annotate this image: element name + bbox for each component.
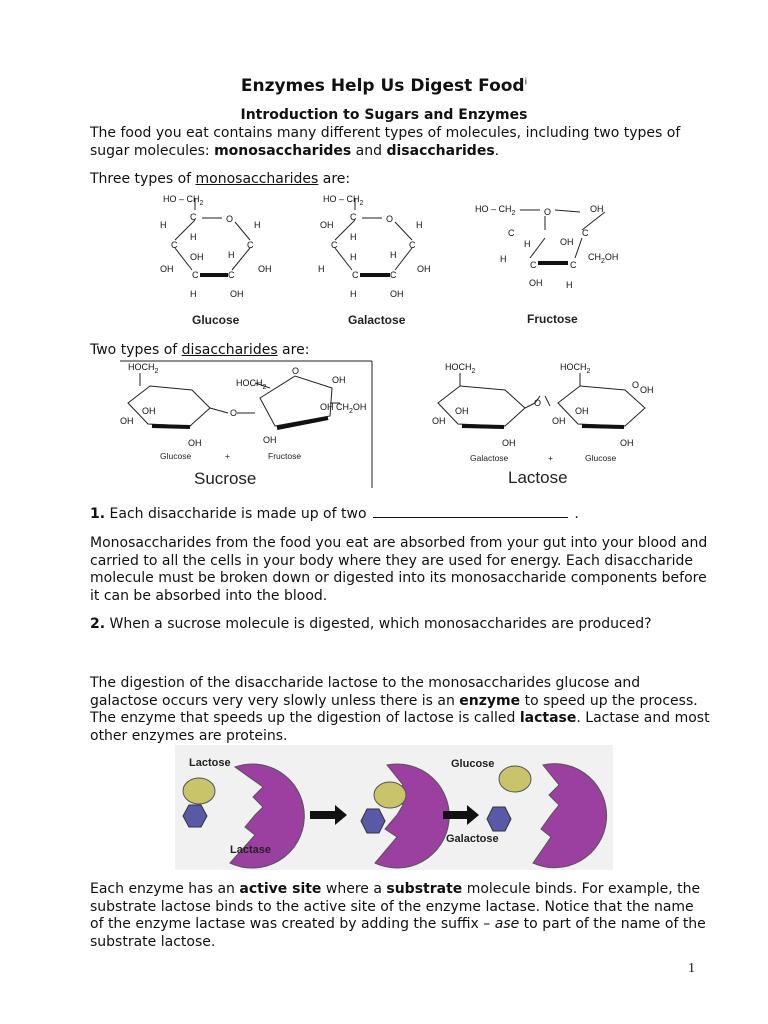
- atom-label: $HOCH_2$: [128, 362, 159, 375]
- intro-paragraph: The food you eat contains many different types of molecules, including two types of sugar molecules: monosaccharides and disaccharides.: [90, 125, 681, 159]
- atom-label: C: [409, 240, 416, 250]
- atom-label: OH: [390, 289, 404, 299]
- glucose-molecule: [374, 782, 406, 808]
- atom-label: OH: [560, 237, 574, 247]
- question-2: 2. When a sucrose molecule is digested, which monosaccharides are produced?: [90, 616, 652, 632]
- atom-label: OH: [263, 435, 277, 445]
- sucrose-fructose-label: Fructose: [268, 451, 302, 461]
- page-number: 1: [688, 961, 695, 976]
- atom-label: C: [331, 240, 338, 250]
- atom-label: HO – $CH_2$: [163, 194, 204, 207]
- atom-label: C: [530, 260, 537, 270]
- atom-label: H: [566, 280, 573, 290]
- plus-label: +: [548, 453, 553, 463]
- atom-label: H: [390, 250, 397, 260]
- atom-label: H: [160, 220, 167, 230]
- atom-label: OH: [620, 438, 634, 448]
- monosaccharide-structures: [150, 190, 640, 335]
- atom-label: OH: [160, 264, 174, 274]
- atom-label: O: [544, 207, 552, 217]
- atom-label: C: [192, 270, 199, 280]
- atom-label: C: [352, 270, 359, 280]
- atom-label: O: [230, 408, 238, 418]
- atom-label: OH: [455, 406, 469, 416]
- atom-label: C: [228, 270, 235, 280]
- plus-label: +: [225, 451, 230, 461]
- atom-label: O: [632, 380, 640, 390]
- atom-label: H: [228, 250, 235, 260]
- atom-label: C: [350, 212, 357, 222]
- section-heading: Introduction to Sugars and Enzymes: [240, 107, 528, 123]
- atom-label: OH: [120, 416, 134, 426]
- atom-label: H: [190, 232, 197, 242]
- enzyme-figure: [175, 745, 613, 870]
- atom-label: OH: [332, 375, 346, 385]
- atom-label: C: [247, 240, 254, 250]
- atom-label: H: [350, 289, 357, 299]
- atom-label: OH: [188, 438, 202, 448]
- atom-label: OH: [142, 406, 156, 416]
- sucrose-label: Sucrose: [194, 469, 257, 488]
- lactose-galactose-label: Galactose: [470, 453, 509, 463]
- atom-label: OH: [320, 220, 334, 230]
- atom-label: OH: [190, 252, 204, 262]
- absorption-paragraph: Monosaccharides from the food you eat are absorbed from your gut into your blood and carried to all the cells in your body where they are used for energy. Each disaccharide molecule must be broken down or digested into its monosaccharide components before it can be absorbed into the blood.: [90, 535, 708, 604]
- atom-label: OH: [432, 416, 446, 426]
- lactose-label: Lactose: [189, 757, 231, 769]
- atom-label: H: [318, 264, 325, 274]
- document-title: Enzymes Help Us Digest Food$^i$: [240, 76, 528, 96]
- atom-label: $CH_2OH$: [336, 402, 367, 415]
- atom-label: H: [254, 220, 261, 230]
- lactose-glucose-label: Glucose: [585, 453, 617, 463]
- atom-label: C: [570, 260, 577, 270]
- atom-label: H: [416, 220, 423, 230]
- atom-label: O: [226, 214, 234, 224]
- atom-label: C: [171, 240, 178, 250]
- question-1: 1. Each disaccharide is made up of two .: [90, 506, 579, 522]
- atom-label: OH: [320, 402, 334, 412]
- atom-label: OH: [258, 264, 272, 274]
- atom-label: H: [350, 232, 357, 242]
- galactose-label: Galactose: [446, 833, 499, 845]
- galactose-label: Galactose: [348, 313, 406, 327]
- atom-label: OH: [417, 264, 431, 274]
- digestion-paragraph: The digestion of the disaccharide lactose to the monosaccharides glucose and galactose occurs very very slowly unless there is an enzyme to speed up the process. The enzyme that speeds up the digestion of lactose is called lactase. Lactase and most other enzymes are proteins.: [90, 675, 710, 744]
- atom-label: H: [190, 289, 197, 299]
- atom-label: $CH_2OH$: [588, 252, 619, 265]
- atom-label: OH: [529, 278, 543, 288]
- atom-label: O: [386, 214, 394, 224]
- atom-label: OH: [575, 406, 589, 416]
- atom-label: HO – $CH_2$: [323, 194, 364, 207]
- monosaccharides-heading: Three types of monosaccharides are:: [90, 171, 351, 187]
- atom-label: C: [508, 228, 515, 238]
- disaccharide-structures: [110, 358, 670, 493]
- atom-label: O: [534, 398, 542, 408]
- disaccharides-heading: Two types of disaccharides are:: [90, 342, 310, 358]
- answer-blank[interactable]: [373, 505, 568, 518]
- atom-label: H: [524, 239, 531, 249]
- active-site-paragraph: Each enzyme has an active site where a substrate molecule binds. For example, the substrate lactose binds to the active site of the enzyme lactase. Notice that the name of the enzyme lactase was created by adding the suffix – ase to part of the name of the substrate lactose.: [90, 881, 706, 950]
- atom-label: OH: [552, 416, 566, 426]
- atom-label: OH: [640, 385, 654, 395]
- atom-label: $HOCH_2$: [236, 378, 267, 391]
- glucose-label: Glucose: [192, 313, 240, 327]
- atom-label: H: [500, 254, 507, 264]
- atom-label: $HOCH_2$: [560, 362, 591, 375]
- glucose-label: Glucose: [451, 758, 495, 770]
- atom-label: OH: [230, 289, 244, 299]
- atom-label: C: [190, 212, 197, 222]
- lactose-label: Lactose: [508, 468, 568, 487]
- atom-label: $HOCH_2$: [445, 362, 476, 375]
- atom-label: C: [582, 228, 589, 238]
- atom-label: H: [350, 252, 357, 262]
- glucose-molecule: [499, 766, 531, 792]
- atom-label: OH: [590, 204, 604, 214]
- glucose-molecule: [183, 778, 215, 804]
- atom-label: C: [390, 270, 397, 280]
- atom-label: O: [292, 366, 300, 376]
- atom-label: HO – $CH_2$: [475, 204, 516, 217]
- atom-label: OH: [502, 438, 516, 448]
- fructose-label: Fructose: [527, 312, 578, 326]
- sucrose-glucose-label: Glucose: [160, 451, 192, 461]
- lactase-label: Lactase: [230, 844, 271, 856]
